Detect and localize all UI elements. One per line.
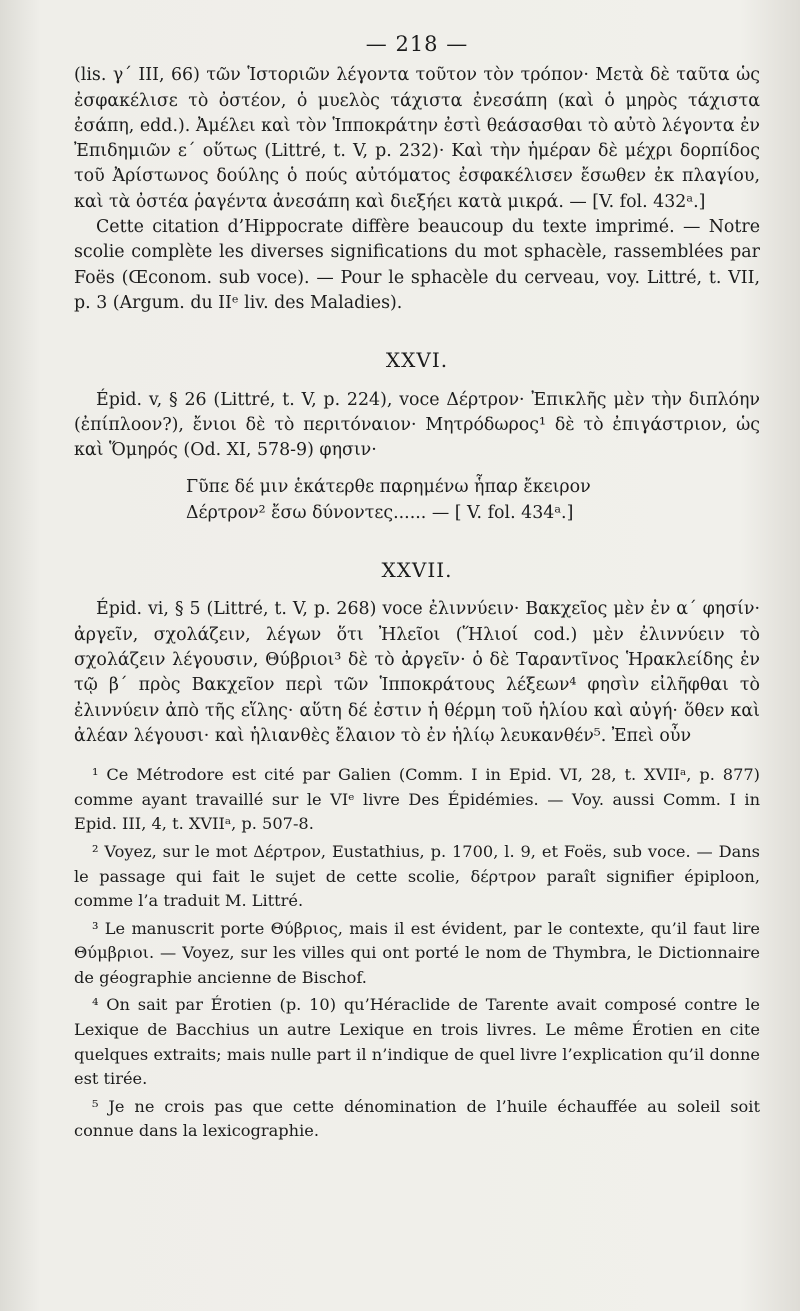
commentary-paragraph: Cette citation d’Hippocrate diffère beaucoup du texte imprimé. — Notre scolie complète les diverses significations du mot sphacèle, rassemblées par Foës (Œconom. sub voce). — Pour le sphacèle du cerveau, voy. Littré, t. VII, p. 3 (Argum. du IIᵉ liv. des Maladies). <box>74 217 760 313</box>
footnote: ⁴ On sait par Érotien (p. 10) qu’Héraclide de Tarente avait composé contre le Lexique de Bacchius un autre Lexique en trois livres. Le même Érotien en cite quelques extraits; mais nulle part il n’indique de quel livre l’explication qu’il donne est tirée. <box>74 995 760 1089</box>
section-xxvii-paragraph: Épid. vi, § 5 (Littré, t. V, p. 268) voce ἐλιννύειν· Βακχεῖος μὲν ἐν α΄ φησίν· ἀργεῖν, σχολάζειν, λέγων ὅτι Ἠλεῖοι (Ἥλιοί cod.) μὲν ἐλιννύειν τὸ σχολάζειν λέγουσιν, Θύβριοι³ δὲ τὸ ἀργεῖν· ὁ δὲ Ταραντῖνος Ἡρακλείδης ἐν τῷ β΄ πρὸς Βακχεῖον περὶ τῶν Ἱπποκράτους λέξεων⁴ φησὶν εἰλῆφθαι τὸ ἐλιννύειν ἀπὸ τῆς εἵλης· αὕτη δέ ἐστιν ἡ θέρμη τοῦ ἡλίου καὶ αὐγή· ὅθεν καὶ ἀλέαν λέγουσι· καὶ ἡλιανθὲς ἔλαιον τὸ ἐν ἡλίῳ λευκανθέν⁵. Ἐπεὶ οὖν <box>74 599 760 746</box>
footnotes <box>74 763 760 1144</box>
footnote: ³ Le manuscrit porte Θύβριος, mais il est évident, par le contexte, qu’il faut lire Θύμβριοι. — Voyez, sur les villes qui ont porté le nom de Thymbra, le Dictionnaire de géographie ancienne de Bischof. <box>74 918 760 987</box>
footnote: ¹ Ce Métrodore est cité par Galien (Comm. I in Epid. VI, 28, t. XVIIᵃ, p. 877) comme ayant travaillé sur le VIᵉ livre Des Épidémies. — Voy. aussi Comm. I in Epid. III, 4, t. XVIIᵃ, p. 507-8. <box>74 765 760 834</box>
verse-line-2: Δέρτρον² ἔσω δύνοντες...... — [ V. fol. 434ᵃ.] <box>186 502 574 523</box>
section-heading-xxvi: XXVI. <box>385 348 449 373</box>
verse-line-1: Γῦπε δέ μιν ἑκάτερθε παρημένω ἧπαρ ἔκειρον <box>186 477 591 498</box>
footnote: ² Voyez, sur le mot Δέρτρον, Eustathius, p. 1700, l. 9, et Foës, sub voce. — Dans le passage qui fait le sujet de cette scolie, δέρτρον paraît signifier épiploon, comme l’a traduit M. Littré. <box>74 841 760 911</box>
page-content <box>74 32 760 1147</box>
greek-quotation-paragraph: (lis. γ΄ III, 66) τῶν Ἱστοριῶν λέγοντα τοῦτον τὸν τρόπον· Μετὰ δὲ ταῦτα ὡς ἐσφακέλισε τὸ ὀστέον, ὁ μυελὸς τάχιστα ἐνεσάπη (καὶ ὁ μηρὸς τάχιστα ἐσάπη, edd.). Ἀμέλει καὶ τὸν Ἱπποκράτην ἐστὶ θεάσασθαι τὸ αὐτὸ λέγοντα ἐν Ἐπιδημιῶν ε΄ οὕτως (Littré, t. V, p. 232)· Καὶ τὴν ἡμέραν δὲ μέχρι δορπίδος τοῦ Ἀρίστωνος δούλης ὁ πούς αὐτόματος ἐσφακέλισεν ἔσωθεν ἐκ πλαγίου, καὶ τὰ ὀστέα ῥαγέντα ἀνεσάπη καὶ διεξήει κατὰ μικρά. — [V. fol. 432ᵃ.] <box>74 65 760 212</box>
homer-verse <box>74 475 760 526</box>
section-heading-xxvii: XXVII. <box>381 558 453 583</box>
page-number: — 218 — <box>365 32 469 56</box>
footnote: ⁵ Je ne crois pas que cette dénomination de l’huile échauffée au soleil soit connue dans la lexicographie. <box>74 1096 760 1141</box>
section-xxvi-paragraph: Épid. v, § 26 (Littré, t. V, p. 224), voce Δέρτρον· Ἐπικλῆς μὲν τὴν διπλόην (ἐπίπλοον?), ἔνιοι δὲ τὸ περιτόναιον· Μητρόδωρος¹ δὲ τὸ ἐπιγάστριον, ὡς καὶ Ὅμηρός (Od. XI, 578-9) φησιν· <box>74 389 760 461</box>
